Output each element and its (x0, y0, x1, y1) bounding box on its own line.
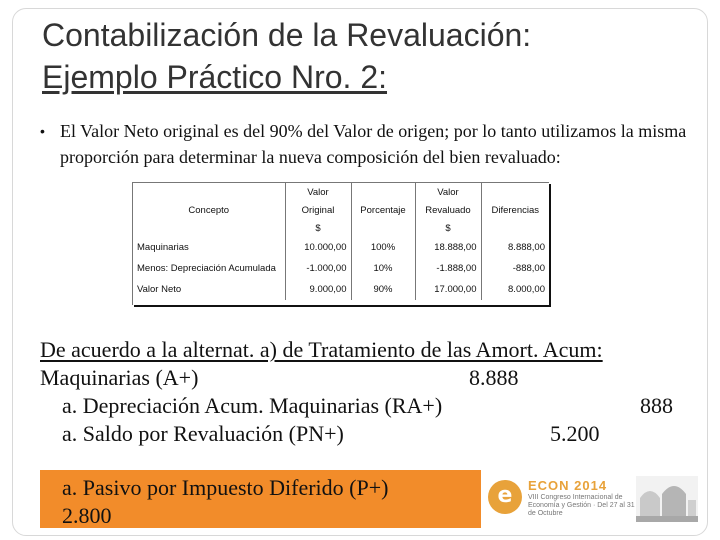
header-cell (133, 183, 285, 201)
entry-value-saldo: 5.200 (550, 421, 600, 446)
header-revalued-unit: $ (445, 222, 451, 234)
entry-value-maquinarias: 8.888 (469, 365, 519, 390)
header-original-unit: $ (315, 222, 321, 234)
entry-value-pasivo: 2.800 (62, 503, 112, 528)
row-percentage: 90% (351, 279, 415, 300)
revaluation-table (132, 182, 549, 305)
econ-logo (484, 474, 700, 526)
header-cell (133, 219, 285, 237)
entries-heading: De acuerdo a la alternat. a) de Tratamiento de las Amort. Acum: (40, 337, 603, 362)
row-difference: 8.888,00 (481, 237, 549, 258)
row-revalued: -1.888,00 (436, 263, 477, 274)
row-revalued: 17.000,00 (434, 284, 477, 295)
header-cell (351, 219, 415, 237)
title-line-2: Ejemplo Práctico Nro. 2: (42, 59, 388, 95)
logo-name: ECON 2014 (528, 478, 608, 493)
header-concept: Concepto (133, 201, 285, 219)
row-percentage: 10% (351, 258, 415, 279)
entry-label-pasivo: a. Pasivo por Impuesto Diferido (P+) (62, 475, 389, 500)
entry-value-depreciacion: 888 (640, 393, 673, 418)
bullet-text: El Valor Neto original es del 90% del Valor de origen; por lo tanto utilizamos la misma proporción para determinar la nueva composición del bien revaluado: (60, 121, 687, 167)
row-original: 10.000,00 (304, 242, 347, 253)
row-original: -1.000,00 (306, 263, 347, 274)
row-concept: Maquinarias (133, 237, 285, 258)
header-original: Original (301, 204, 335, 216)
title-line-1: Contabilización de la Revaluación: (42, 17, 532, 53)
row-concept: Valor Neto (133, 279, 285, 300)
row-difference: -888,00 (481, 258, 549, 279)
row-original: 9.000,00 (309, 284, 347, 295)
row-concept: Menos: Depreciación Acumulada (133, 258, 285, 279)
header-cell (351, 183, 415, 201)
journal-entries (40, 336, 700, 448)
header-revalued: Revaluado (425, 204, 471, 216)
header-percentage: Porcentaje (351, 201, 415, 219)
logo-building-icon (636, 476, 698, 522)
header-original-top: Valor (307, 186, 329, 198)
slide-title (42, 14, 692, 98)
entry-label-depreciacion: a. Depreciación Acum. Maquinarias (RA+) (62, 393, 443, 418)
row-percentage: 100% (351, 237, 415, 258)
entry-label-saldo: a. Saldo por Revaluación (PN+) (62, 421, 344, 446)
row-difference: 8.000,00 (481, 279, 549, 300)
row-revalued: 18.888,00 (434, 242, 477, 253)
logo-subtitle: VIII Congreso Internacional de Economía y Gestión · Del 27 al 31 de Octubre (528, 494, 635, 517)
logo-mark: e (488, 480, 522, 514)
table-row (133, 237, 549, 258)
header-differences: Diferencias (481, 201, 549, 219)
bullet-icon: • (40, 123, 45, 139)
header-cell (481, 219, 549, 237)
entry-label-maquinarias: Maquinarias (A+) (40, 365, 199, 390)
table-row (133, 279, 549, 300)
header-cell (481, 183, 549, 201)
table-row (133, 258, 549, 279)
bullet-paragraph (40, 118, 690, 170)
header-revalued-top: Valor (437, 186, 459, 198)
